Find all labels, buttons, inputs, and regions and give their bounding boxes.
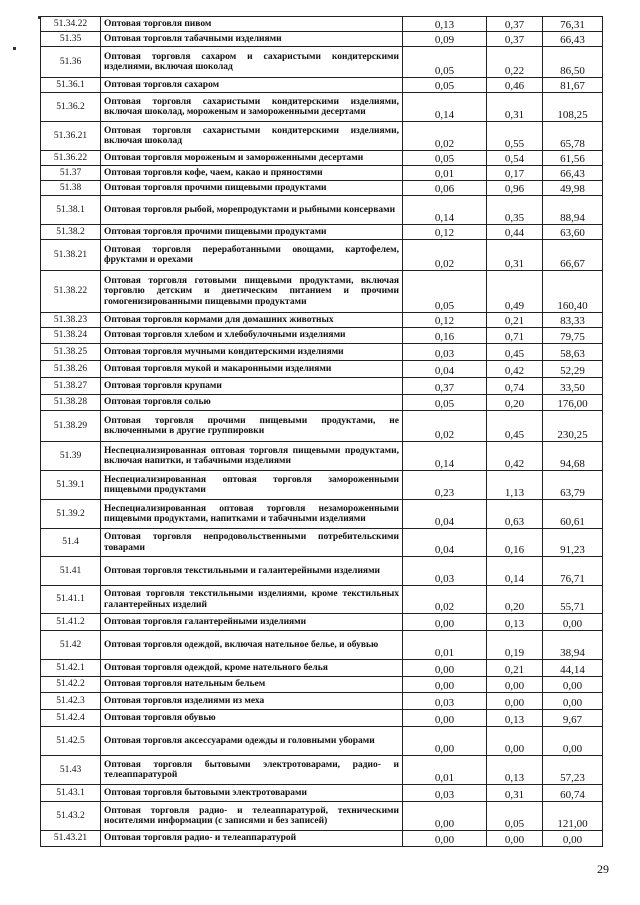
table-row — [41, 378, 603, 395]
table-row — [41, 361, 603, 378]
row-code: 51.38.2 — [41, 225, 101, 240]
table-row — [41, 328, 603, 344]
row-value-1: 0,37 — [403, 378, 487, 395]
row-code: 51.35 — [41, 32, 101, 47]
row-value-2: 0,46 — [487, 78, 543, 93]
row-code: 51.42 — [41, 631, 101, 660]
row-value-2: 0,13 — [487, 756, 543, 785]
row-value-1: 0,16 — [403, 328, 487, 344]
row-name: Оптовая торговля прочими пищевыми продуктами — [101, 181, 403, 196]
row-name: Неспециализированная оптовая торговля пищевыми продуктами, включая напитки, и табачными изделиями — [101, 442, 403, 471]
row-code: 51.38.1 — [41, 196, 101, 225]
row-value-1: 0,02 — [403, 586, 487, 614]
row-value-3: 0,00 — [543, 614, 603, 631]
row-code: 51.38 — [41, 181, 101, 196]
row-code: 51.41 — [41, 557, 101, 586]
table-row — [41, 395, 603, 411]
table-row — [41, 196, 603, 225]
row-value-3: 0,00 — [543, 677, 603, 693]
row-value-3: 60,61 — [543, 500, 603, 529]
row-value-1: 0,03 — [403, 344, 487, 361]
row-value-3: 0,00 — [543, 831, 603, 847]
row-name: Оптовая торговля сахаристыми кондитерскими изделиями, включая шоколад — [101, 122, 403, 151]
row-value-1: 0,13 — [403, 17, 487, 32]
row-code: 51.36.21 — [41, 122, 101, 151]
row-name: Оптовая торговля переработанными овощами, картофелем, фруктами и орехами — [101, 240, 403, 271]
table-row — [41, 471, 603, 500]
row-value-2: 0,31 — [487, 93, 543, 122]
table-row — [41, 660, 603, 677]
row-value-1: 0,23 — [403, 471, 487, 500]
row-code: 51.38.23 — [41, 313, 101, 328]
row-name: Оптовая торговля сахаристыми кондитерскими изделиями, включая шоколад, мороженым и замороженными десертами — [101, 93, 403, 122]
row-name: Оптовая торговля готовыми пищевыми продуктами, включая торговлю детским и диетическим питанием и прочими гомогенизированными пищевыми продуктами — [101, 271, 403, 313]
row-value-2: 0,71 — [487, 328, 543, 344]
row-value-3: 81,67 — [543, 78, 603, 93]
row-code: 51.43.1 — [41, 785, 101, 802]
row-value-2: 0,74 — [487, 378, 543, 395]
row-value-2: 0,31 — [487, 785, 543, 802]
row-value-2: 0,19 — [487, 631, 543, 660]
row-code: 51.38.27 — [41, 378, 101, 395]
row-value-2: 0,49 — [487, 271, 543, 313]
row-value-2: 0,31 — [487, 240, 543, 271]
row-value-3: 108,25 — [543, 93, 603, 122]
table-row — [41, 756, 603, 785]
row-value-1: 0,00 — [403, 802, 487, 831]
row-value-2: 0,21 — [487, 660, 543, 677]
table-row — [41, 785, 603, 802]
row-code: 51.36.1 — [41, 78, 101, 93]
row-value-3: 65,78 — [543, 122, 603, 151]
row-code: 51.38.26 — [41, 361, 101, 378]
row-name: Оптовая торговля одеждой, кроме нательного белья — [101, 660, 403, 677]
row-value-3: 49,98 — [543, 181, 603, 196]
row-value-2: 0,13 — [487, 710, 543, 727]
row-name: Оптовая торговля изделиями из меха — [101, 693, 403, 710]
row-name: Оптовая торговля бытовыми электротоварами — [101, 785, 403, 802]
row-value-2: 0,00 — [487, 831, 543, 847]
row-name: Оптовая торговля галантерейными изделиями — [101, 614, 403, 631]
row-name: Оптовая торговля крупами — [101, 378, 403, 395]
page-number: 29 — [597, 862, 609, 876]
table-row — [41, 693, 603, 710]
row-code: 51.4 — [41, 529, 101, 557]
row-value-3: 55,71 — [543, 586, 603, 614]
row-name: Оптовая торговля текстильными изделиями, кроме текстильных галантерейных изделий — [101, 586, 403, 614]
table-row — [41, 831, 603, 847]
row-value-3: 33,50 — [543, 378, 603, 395]
row-value-2: 0,22 — [487, 47, 543, 78]
row-code: 51.36 — [41, 47, 101, 78]
row-value-3: 0,00 — [543, 727, 603, 756]
row-name: Оптовая торговля кофе, чаем, какао и пряностями — [101, 166, 403, 181]
row-value-1: 0,12 — [403, 225, 487, 240]
row-name: Оптовая торговля мороженым и замороженными десертами — [101, 151, 403, 166]
row-code: 51.41.2 — [41, 614, 101, 631]
row-value-1: 0,05 — [403, 271, 487, 313]
row-value-1: 0,09 — [403, 32, 487, 47]
row-value-1: 0,02 — [403, 411, 487, 442]
row-code: 51.34.22 — [41, 17, 101, 32]
row-value-3: 52,29 — [543, 361, 603, 378]
row-value-1: 0,14 — [403, 442, 487, 471]
row-code: 51.42.5 — [41, 727, 101, 756]
table-row — [41, 93, 603, 122]
row-value-2: 0,16 — [487, 529, 543, 557]
row-value-3: 66,43 — [543, 32, 603, 47]
row-value-2: 0,37 — [487, 17, 543, 32]
row-value-3: 76,31 — [543, 17, 603, 32]
row-value-1: 0,12 — [403, 313, 487, 328]
table-row — [41, 500, 603, 529]
row-value-2: 0,21 — [487, 313, 543, 328]
row-value-3: 94,68 — [543, 442, 603, 471]
row-value-3: 83,33 — [543, 313, 603, 328]
row-code: 51.42.4 — [41, 710, 101, 727]
row-value-1: 0,05 — [403, 47, 487, 78]
table-row — [41, 631, 603, 660]
row-value-3: 61,56 — [543, 151, 603, 166]
row-value-2: 0,13 — [487, 614, 543, 631]
row-value-1: 0,02 — [403, 122, 487, 151]
row-value-1: 0,00 — [403, 727, 487, 756]
row-value-2: 0,37 — [487, 32, 543, 47]
row-name: Оптовая торговля хлебом и хлебобулочными изделиями — [101, 328, 403, 344]
table-row — [41, 802, 603, 831]
row-name: Оптовая торговля сахаром — [101, 78, 403, 93]
row-code: 51.38.28 — [41, 395, 101, 411]
table-row — [41, 32, 603, 47]
table-row — [41, 240, 603, 271]
table-row — [41, 529, 603, 557]
row-name: Оптовая торговля одеждой, включая нательное белье, и обувью — [101, 631, 403, 660]
row-name: Оптовая торговля бытовыми электротоварами, радио- и телеаппаратурой — [101, 756, 403, 785]
row-code: 51.36.2 — [41, 93, 101, 122]
row-value-2: 0,45 — [487, 411, 543, 442]
row-name: Неспециализированная оптовая торговля замороженными пищевыми продуктами — [101, 471, 403, 500]
row-code: 51.39.1 — [41, 471, 101, 500]
row-value-2: 0,42 — [487, 361, 543, 378]
scan-mark — [13, 47, 16, 50]
row-name: Оптовая торговля непродовольственными потребительскими товарами — [101, 529, 403, 557]
row-name: Оптовая торговля текстильными и галантерейными изделиями — [101, 557, 403, 586]
row-value-2: 0,35 — [487, 196, 543, 225]
table-row — [41, 151, 603, 166]
table-row — [41, 614, 603, 631]
table-row — [41, 313, 603, 328]
row-code: 51.38.24 — [41, 328, 101, 344]
table-row — [41, 727, 603, 756]
row-code: 51.43.21 — [41, 831, 101, 847]
row-value-3: 63,60 — [543, 225, 603, 240]
row-name: Оптовая торговля кормами для домашних животных — [101, 313, 403, 328]
row-value-2: 0,20 — [487, 395, 543, 411]
row-value-3: 230,25 — [543, 411, 603, 442]
table-row — [41, 677, 603, 693]
row-value-2: 0,05 — [487, 802, 543, 831]
row-value-1: 0,00 — [403, 677, 487, 693]
table-row — [41, 122, 603, 151]
row-code: 51.39.2 — [41, 500, 101, 529]
row-value-2: 0,00 — [487, 693, 543, 710]
row-value-3: 38,94 — [543, 631, 603, 660]
row-value-3: 9,67 — [543, 710, 603, 727]
row-name: Оптовая торговля обувью — [101, 710, 403, 727]
row-value-2: 0,96 — [487, 181, 543, 196]
row-name: Оптовая торговля радио- и телеаппаратурой, техническими носителями информации (с записями и без записей) — [101, 802, 403, 831]
table-row — [41, 166, 603, 181]
row-value-2: 0,14 — [487, 557, 543, 586]
row-value-3: 57,23 — [543, 756, 603, 785]
row-value-1: 0,04 — [403, 529, 487, 557]
row-code: 51.42.3 — [41, 693, 101, 710]
row-value-3: 66,43 — [543, 166, 603, 181]
row-value-1: 0,04 — [403, 500, 487, 529]
row-value-3: 66,67 — [543, 240, 603, 271]
row-name: Оптовая торговля нательным бельем — [101, 677, 403, 693]
row-value-1: 0,05 — [403, 151, 487, 166]
row-code: 51.41.1 — [41, 586, 101, 614]
row-value-2: 0,42 — [487, 442, 543, 471]
row-value-1: 0,05 — [403, 395, 487, 411]
row-value-1: 0,14 — [403, 93, 487, 122]
row-value-2: 0,54 — [487, 151, 543, 166]
row-code: 51.37 — [41, 166, 101, 181]
row-value-1: 0,05 — [403, 78, 487, 93]
row-value-2: 0,20 — [487, 586, 543, 614]
table-row — [41, 181, 603, 196]
row-value-1: 0,04 — [403, 361, 487, 378]
row-value-2: 1,13 — [487, 471, 543, 500]
row-code: 51.43 — [41, 756, 101, 785]
row-value-3: 76,71 — [543, 557, 603, 586]
table-row — [41, 442, 603, 471]
row-name: Неспециализированная оптовая торговля незамороженными пищевыми продуктами, напитками и табачными изделиями — [101, 500, 403, 529]
table-body — [41, 17, 603, 847]
row-code: 51.38.29 — [41, 411, 101, 442]
row-value-1: 0,03 — [403, 785, 487, 802]
row-name: Оптовая торговля пивом — [101, 17, 403, 32]
row-value-1: 0,03 — [403, 557, 487, 586]
row-value-3: 58,63 — [543, 344, 603, 361]
table-row — [41, 710, 603, 727]
row-value-1: 0,00 — [403, 660, 487, 677]
row-value-3: 86,50 — [543, 47, 603, 78]
row-value-2: 0,00 — [487, 727, 543, 756]
row-value-3: 121,00 — [543, 802, 603, 831]
row-value-2: 0,44 — [487, 225, 543, 240]
row-name: Оптовая торговля прочими пищевыми продуктами — [101, 225, 403, 240]
row-code: 51.38.25 — [41, 344, 101, 361]
row-code: 51.38.21 — [41, 240, 101, 271]
row-value-2: 0,63 — [487, 500, 543, 529]
row-name: Оптовая торговля радио- и телеаппаратурой — [101, 831, 403, 847]
data-table — [40, 16, 603, 847]
row-name: Оптовая торговля сахаром и сахаристыми кондитерскими изделиями, включая шоколад — [101, 47, 403, 78]
row-code: 51.42.2 — [41, 677, 101, 693]
row-code: 51.43.2 — [41, 802, 101, 831]
row-value-1: 0,01 — [403, 631, 487, 660]
row-code: 51.39 — [41, 442, 101, 471]
row-value-3: 44,14 — [543, 660, 603, 677]
row-value-3: 60,74 — [543, 785, 603, 802]
row-value-1: 0,00 — [403, 710, 487, 727]
row-value-1: 0,14 — [403, 196, 487, 225]
row-value-2: 0,55 — [487, 122, 543, 151]
row-name: Оптовая торговля рыбой, морепродуктами и рыбными консервами — [101, 196, 403, 225]
row-value-1: 0,01 — [403, 756, 487, 785]
row-value-3: 79,75 — [543, 328, 603, 344]
row-value-3: 0,00 — [543, 693, 603, 710]
row-value-2: 0,17 — [487, 166, 543, 181]
row-code: 51.42.1 — [41, 660, 101, 677]
table-row — [41, 17, 603, 32]
row-name: Оптовая торговля прочими пищевыми продуктами, не включенными в другие группировки — [101, 411, 403, 442]
row-value-1: 0,06 — [403, 181, 487, 196]
table-row — [41, 344, 603, 361]
table-row — [41, 78, 603, 93]
row-code: 51.36.22 — [41, 151, 101, 166]
row-value-2: 0,00 — [487, 677, 543, 693]
table-row — [41, 271, 603, 313]
row-code: 51.38.22 — [41, 271, 101, 313]
table-row — [41, 586, 603, 614]
row-value-3: 88,94 — [543, 196, 603, 225]
row-value-1: 0,00 — [403, 614, 487, 631]
row-value-3: 63,79 — [543, 471, 603, 500]
table-row — [41, 557, 603, 586]
row-value-3: 160,40 — [543, 271, 603, 313]
table-row — [41, 47, 603, 78]
row-name: Оптовая торговля табачными изделиями — [101, 32, 403, 47]
table-row — [41, 225, 603, 240]
row-value-3: 91,23 — [543, 529, 603, 557]
row-name: Оптовая торговля мучными кондитерскими изделиями — [101, 344, 403, 361]
row-value-1: 0,02 — [403, 240, 487, 271]
row-name: Оптовая торговля аксессуарами одежды и головными уборами — [101, 727, 403, 756]
row-value-2: 0,45 — [487, 344, 543, 361]
row-value-1: 0,03 — [403, 693, 487, 710]
row-value-3: 176,00 — [543, 395, 603, 411]
row-value-1: 0,01 — [403, 166, 487, 181]
table-row — [41, 411, 603, 442]
row-name: Оптовая торговля мукой и макаронными изделиями — [101, 361, 403, 378]
row-name: Оптовая торговля солью — [101, 395, 403, 411]
row-value-1: 0,00 — [403, 831, 487, 847]
